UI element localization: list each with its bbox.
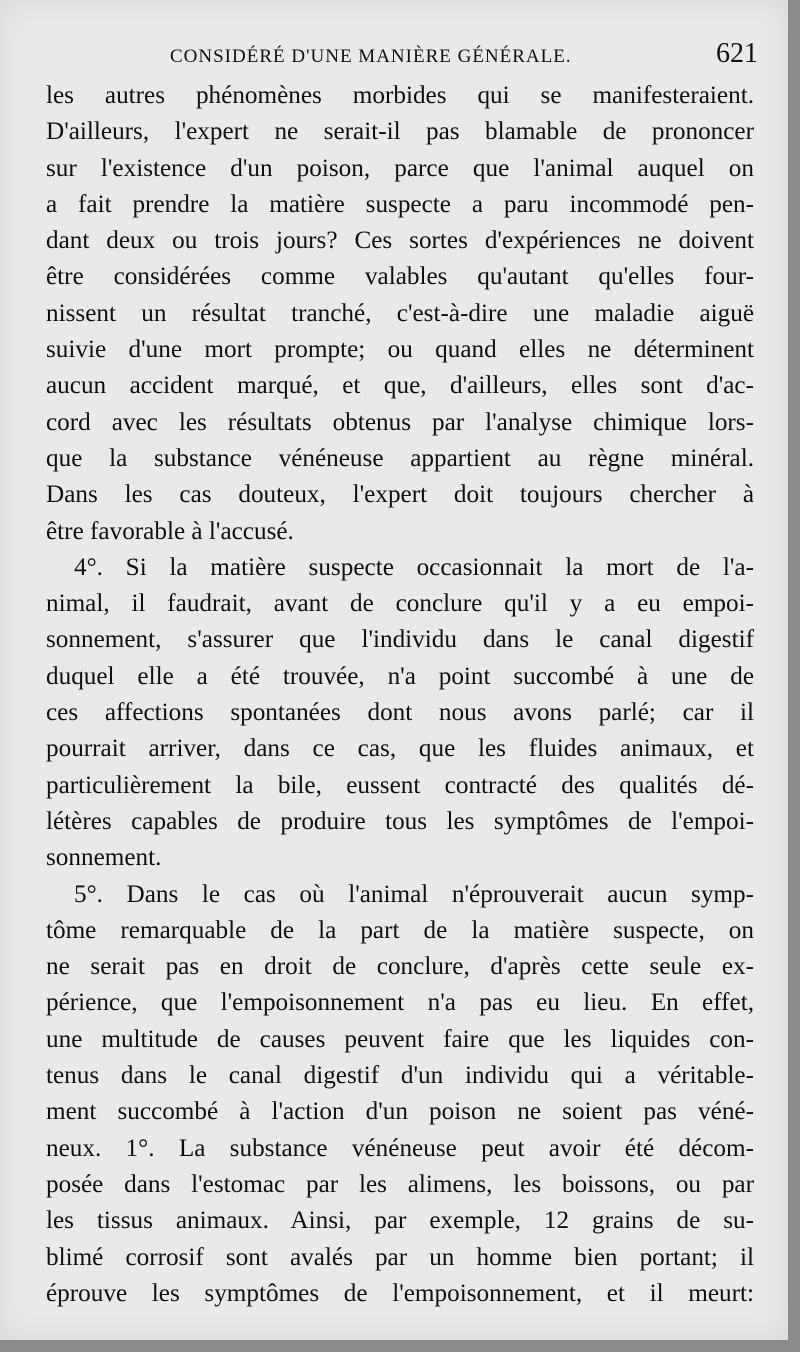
page-number: 621 — [716, 38, 758, 69]
text-line: périence, que l'empoisonnement n'a pas eu lieu. En effet, — [46, 989, 754, 1017]
text-line: une multitude de causes peuvent faire que les liquides con- — [46, 1025, 754, 1053]
text-line: sonnement, s'assurer que l'individu dans le canal digestif — [46, 626, 754, 654]
text-line: tôme remarquable de la part de la matière suspecte, on — [46, 916, 754, 944]
text-line: aucun accident marqué, et que, d'ailleurs, elles sont d'ac- — [46, 372, 754, 400]
text-line: pourrait arriver, dans ce cas, que les fluides animaux, et — [46, 735, 754, 763]
text-line: ment succombé à l'action d'un poison ne soient pas véné- — [46, 1098, 754, 1126]
running-title: CONSIDÉRÉ D'UNE MANIÈRE GÉNÉRALE. — [170, 46, 572, 67]
text-line: sur l'existence d'un poison, parce que l'animal auquel on — [46, 154, 754, 182]
text-line: a fait prendre la matière suspecte a paru incommodé pen- — [46, 190, 754, 218]
text-line: être considérées comme valables qu'autant qu'elles four- — [46, 263, 754, 291]
text-line: éprouve les symptômes de l'empoisonnement, et il meurt: — [46, 1279, 754, 1307]
text-line: nimal, il faudrait, avant de conclure qu'il y a eu empoi- — [46, 590, 754, 618]
text-line: nissent un résultat tranché, c'est-à-dire une maladie aiguë — [46, 299, 754, 327]
text-line: Dans les cas douteux, l'expert doit toujours chercher à — [46, 481, 754, 509]
text-line: ces affections spontanées dont nous avons parlé; car il — [46, 699, 754, 727]
text-line: blimé corrosif sont avalés par un homme bien portant; il — [46, 1243, 754, 1271]
text-line: les autres phénomènes morbides qui se manifesteraient. — [46, 82, 754, 109]
text-line: duquel elle a été trouvée, n'a point succombé à une de — [46, 662, 754, 690]
text-line: dant deux ou trois jours? Ces sortes d'expériences ne doivent — [46, 227, 754, 255]
page-header — [48, 38, 758, 78]
text-line: sonnement. — [46, 844, 162, 872]
text-line: suivie d'une mort prompte; ou quand elles ne déterminent — [46, 336, 754, 364]
text-line: neux. 1°. La substance vénéneuse peut avoir été décom- — [46, 1134, 754, 1162]
text-line: tenus dans le canal digestif d'un individu qui a véritable- — [46, 1062, 754, 1090]
text-line: que la substance vénéneuse appartient au règne minéral. — [46, 444, 754, 472]
text-line: les tissus animaux. Ainsi, par exemple, 12 grains de su- — [46, 1207, 754, 1235]
text-line: 5°. Dans le cas où l'animal n'éprouverait aucun symp- — [74, 880, 754, 908]
text-line: ne serait pas en droit de conclure, d'après cette seule ex- — [46, 953, 754, 981]
body-text — [46, 78, 754, 1312]
text-line: particulièrement la bile, eussent contracté des qualités dé- — [46, 771, 754, 799]
text-line: être favorable à l'accusé. — [46, 517, 294, 545]
text-line: cord avec les résultats obtenus par l'analyse chimique lors- — [46, 408, 754, 436]
text-line: posée dans l'estomac par les alimens, les boissons, ou par — [46, 1170, 754, 1198]
text-line: D'ailleurs, l'expert ne serait-il pas blamable de prononcer — [46, 118, 754, 146]
text-line: 4°. Si la matière suspecte occasionnait la mort de l'a- — [74, 553, 754, 581]
text-line: létères capables de produire tous les symptômes de l'empoi- — [46, 807, 754, 835]
